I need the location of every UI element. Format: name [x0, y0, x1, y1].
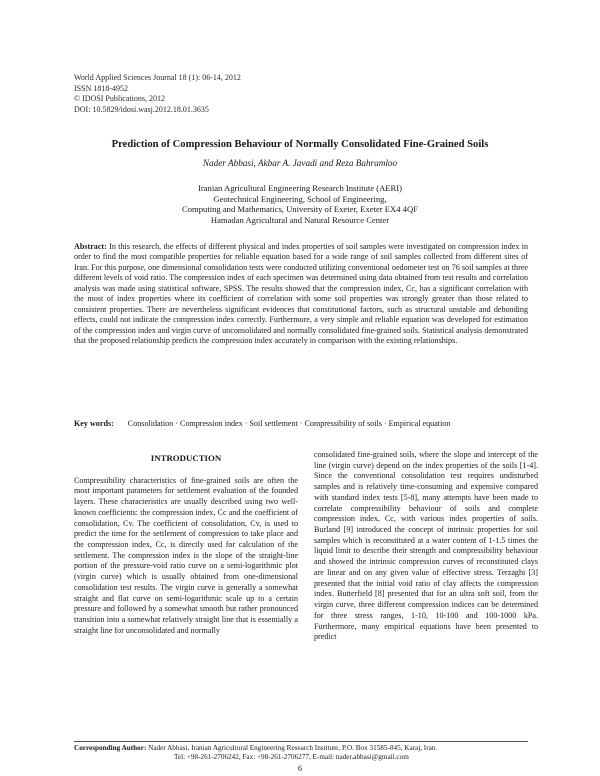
abstract-text: In this research, the effects of different physical and index properties of soil samples were investigated on compression index in order to find the most compatible properties for reliable equation based for a wide range of soil samples collected from different sites of Iran. For this purpose, one dimensional consolidation tests were conducted utilizing conventional oedometer test on 76 soil samples at three different levels of void ratio. The compression index of each specimen was determined using data obtained from test results and correlation analysis was made using statistical software, SPSS. The results showed that the compression index, Cc, has a significant correlation with the most of index properties where its coefficient of correlation with some soil properties was strongly greater than those related to consistent properties. There are nevertheless significant evidences that constitutional factors, such as structural unstable and debonding effects, could not indicate the compression index correctly. Furthermore, a very simple and reliable equation was developed for estimation of the compression index and virgin curve of unconsolidated and normally consolidated fine-grained soils. Statistical analysis demonstrated that the proposed relationship predicts the compression index accurately in comparison with the existing relationships. [74, 242, 528, 346]
author-list: Nader Abbasi, Akbar A. Javadi and Reza Bahramloo [202, 158, 398, 168]
abstract-label: Abstract: [74, 242, 107, 251]
section-heading-introduction: INTRODUCTION [150, 453, 222, 463]
body-paragraph: Compressibility characteristics of fine-grained soils are often the most important parameters for settlement evaluation of the founded layers. These characteristics are usually described using two well-known coefficients: the compression index, Cc and the coefficient of consolidation, Cv. The coefficient of consolidation, Cv, is used to predict the time for the settlement of compression to take place and the compression index, Cc, is directly used for calculation of the settlement. The compression index is the slope of the straight-line portion of the pressure-void ratio curve on a semi-logarithmic plot (virgin curve) which is usually obtained from one-dimensional consolidation test results. The virgin curve is generally a somewhat straight and flat curve on semi-logarithmic scale up to a certain pressure and followed by a somewhat smooth but rather pronounced transition into a somewhat relatively straight line that is essentially a straight line for unconsolidated and normally [74, 475, 298, 635]
journal-issn: ISSN 1818-4952 [74, 83, 129, 93]
body-paragraph: consolidated fine-grained soils, where the slope and intercept of the line (virgin curve) depend on the index properties of the soils [1-4]. Since the conventional consolidation test requires undisturbed samples and is relatively time-consuming and expensive compared with standard index tests [5-8], many attempts have been made to correlate compressibility behaviour of soils and complete compression index, Cc, with various index properties of soils. Burland [9] introduced the concept of intrinsic properties for soil samples which is reconstituted at a water content of 1-1.5 times the liquid limit to describe their strength and compressibility behaviour and showed the intrinsic compression curves of reconstituted clays are linear and on any given value of effective stress. Terzaghi [3] presented that the initial void ratio of clay affects the compression index. Butterfield [8] presented that for an ultra soft soil, from the virgin curve, three different compression indices can be determined for three stress ranges, 1-10, 10-100 and 100-1000 kPa. Furthermore, many empirical equations have been presented to predict [314, 450, 538, 642]
affiliation-line: Geotechnical Engineering, School of Engineering, [213, 193, 387, 204]
affiliation-line: Iranian Agricultural Engineering Research Institute (AERI) [197, 183, 403, 193]
corresponding-label: Corresponding Author: [74, 744, 147, 752]
journal-copyright: © IDOSI Publications, 2012 [74, 94, 165, 104]
body-column-left [74, 453, 298, 637]
affiliation-line: Computing and Mathematics, University of Exeter, Exeter EX4 4QF [182, 204, 418, 215]
footnote-divider [74, 741, 528, 742]
paper-title: Prediction of Compression Behaviour of Normally Consolidated Fine-Grained Soils [111, 139, 489, 150]
journal-citation: World Applied Sciences Journal 18 (1): 06-14, 2012 [74, 73, 241, 82]
corresponding-line2: Tel: +98-261-2706242, Fax: +98-261-2706277, E-mail: nader.abbasi@gmail.com [174, 753, 409, 761]
keywords [74, 419, 528, 429]
journal-header [74, 73, 241, 115]
keywords-label: Key words: [74, 419, 114, 428]
affiliation-line: Hamadan Agricultural and Natural Resource Center [210, 214, 390, 225]
keywords-value: Consolidation · Compression index · Soil settlement · Compressibility of soils · Empirical equation [127, 419, 451, 428]
abstract [74, 242, 528, 347]
body-column-right [314, 450, 538, 643]
journal-doi: DOI: 10.5829/idosi.wasj.2012.18.01.3635 [74, 104, 209, 114]
corresponding-line1: Nader Abbasi, Iranian Agricultural Engineering Research Institute, P.O. Box 31585-845, Karaj, Iran. [148, 744, 438, 752]
page-number: 6 [298, 764, 302, 773]
corresponding-author [74, 744, 528, 762]
affiliations [40, 183, 560, 225]
